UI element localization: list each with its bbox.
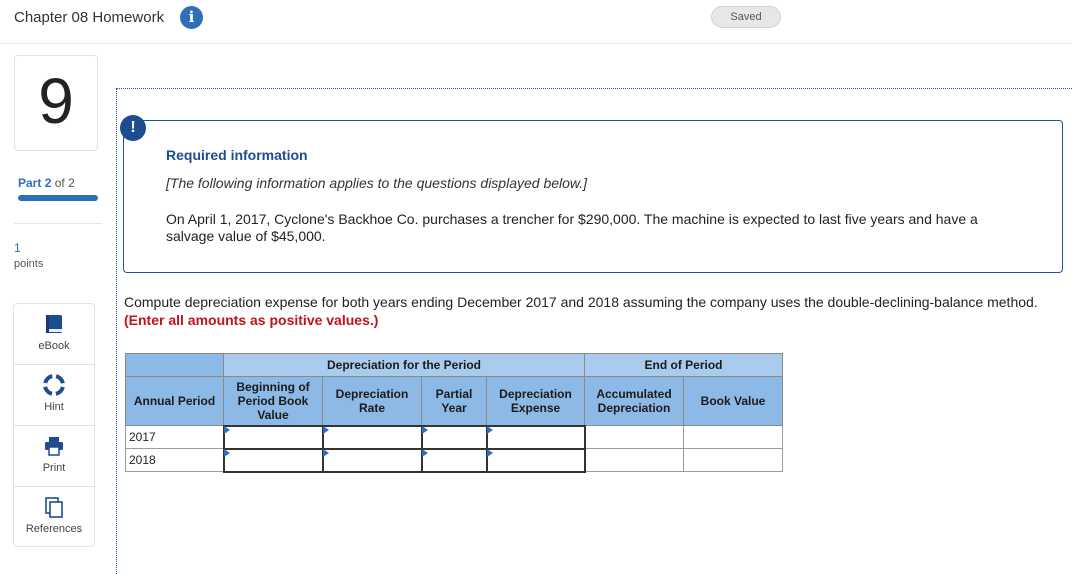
printer-icon: [42, 434, 66, 458]
info-icon[interactable]: i: [180, 6, 203, 29]
beginning-value-input[interactable]: [224, 426, 323, 449]
book-value-cell: [684, 426, 783, 449]
saved-status-badge: Saved: [711, 6, 781, 28]
points-value: 1: [14, 241, 21, 255]
group-header-period: Depreciation for the Period: [224, 354, 585, 377]
input-flag-icon: [487, 449, 493, 457]
col-header-accumulated: Accumulated Depreciation: [585, 377, 684, 426]
table-row: [126, 426, 783, 449]
print-button[interactable]: [14, 426, 94, 487]
accumulated-depreciation-cell: [585, 426, 684, 449]
content-frame-left: [116, 88, 117, 574]
ebook-button[interactable]: [14, 304, 94, 365]
question-number-card: [14, 55, 98, 151]
input-flag-icon: [224, 449, 230, 457]
part-progress-bar: [18, 195, 98, 201]
col-header-annual-period: Annual Period: [126, 377, 224, 426]
required-info-box: [123, 120, 1063, 273]
col-header-expense: Depreciation Expense: [487, 377, 585, 426]
alert-icon: !: [120, 115, 146, 141]
input-flag-icon: [323, 449, 329, 457]
required-info-title: Required information: [166, 147, 308, 163]
col-header-beginning: Beginning of Period Book Value: [224, 377, 323, 426]
input-flag-icon: [224, 426, 230, 434]
question-prompt: [124, 293, 1054, 329]
accumulated-depreciation-cell: [585, 449, 684, 472]
depreciation-rate-input[interactable]: [323, 426, 422, 449]
references-button[interactable]: [14, 487, 94, 548]
depreciation-expense-input[interactable]: [487, 426, 585, 449]
depreciation-table: [125, 353, 783, 473]
input-flag-icon: [487, 426, 493, 434]
hint-label: Hint: [44, 401, 64, 413]
references-label: References: [25, 523, 83, 535]
documents-icon: [42, 495, 66, 519]
assignment-title: Chapter 08 Homework: [14, 9, 165, 26]
depreciation-expense-input[interactable]: [487, 449, 585, 472]
question-number: 9: [38, 65, 74, 137]
group-header-end: End of Period: [585, 354, 783, 377]
input-flag-icon: [422, 449, 428, 457]
ebook-label: eBook: [38, 340, 70, 352]
top-header: [0, 0, 1072, 44]
sidebar-divider: [14, 223, 102, 224]
table-corner: [126, 354, 224, 377]
points-label: points: [14, 258, 44, 270]
input-flag-icon: [422, 426, 428, 434]
col-header-book-value: Book Value: [684, 377, 783, 426]
part-indicator: Part 2 of 2: [18, 176, 75, 190]
partial-year-input[interactable]: [422, 426, 487, 449]
hint-button[interactable]: [14, 365, 94, 426]
question-text: Compute depreciation expense for both years ending December 2017 and 2018 assuming the company uses the double-declining-balance method.: [124, 294, 1038, 310]
row-year: 2017: [126, 426, 224, 449]
tools-panel: [13, 303, 95, 547]
required-info-body: On April 1, 2017, Cyclone's Backhoe Co. purchases a trencher for $290,000. The machine is expected to last five years and have a salvage value of $45,000.: [166, 211, 978, 244]
lifebuoy-icon: [42, 373, 66, 397]
input-flag-icon: [323, 426, 329, 434]
col-header-partial: Partial Year: [422, 377, 487, 426]
book-value-cell: [684, 449, 783, 472]
content-frame-top: [116, 88, 1072, 89]
partial-year-input[interactable]: [422, 449, 487, 472]
beginning-value-input[interactable]: [224, 449, 323, 472]
row-year: 2018: [126, 449, 224, 472]
print-label: Print: [42, 462, 66, 474]
required-info-note: [The following information applies to the questions displayed below.]: [166, 175, 588, 191]
depreciation-rate-input[interactable]: [323, 449, 422, 472]
question-emphasis: (Enter all amounts as positive values.): [124, 312, 379, 328]
book-icon: [42, 312, 66, 336]
col-header-rate: Depreciation Rate: [323, 377, 422, 426]
table-row: [126, 449, 783, 472]
